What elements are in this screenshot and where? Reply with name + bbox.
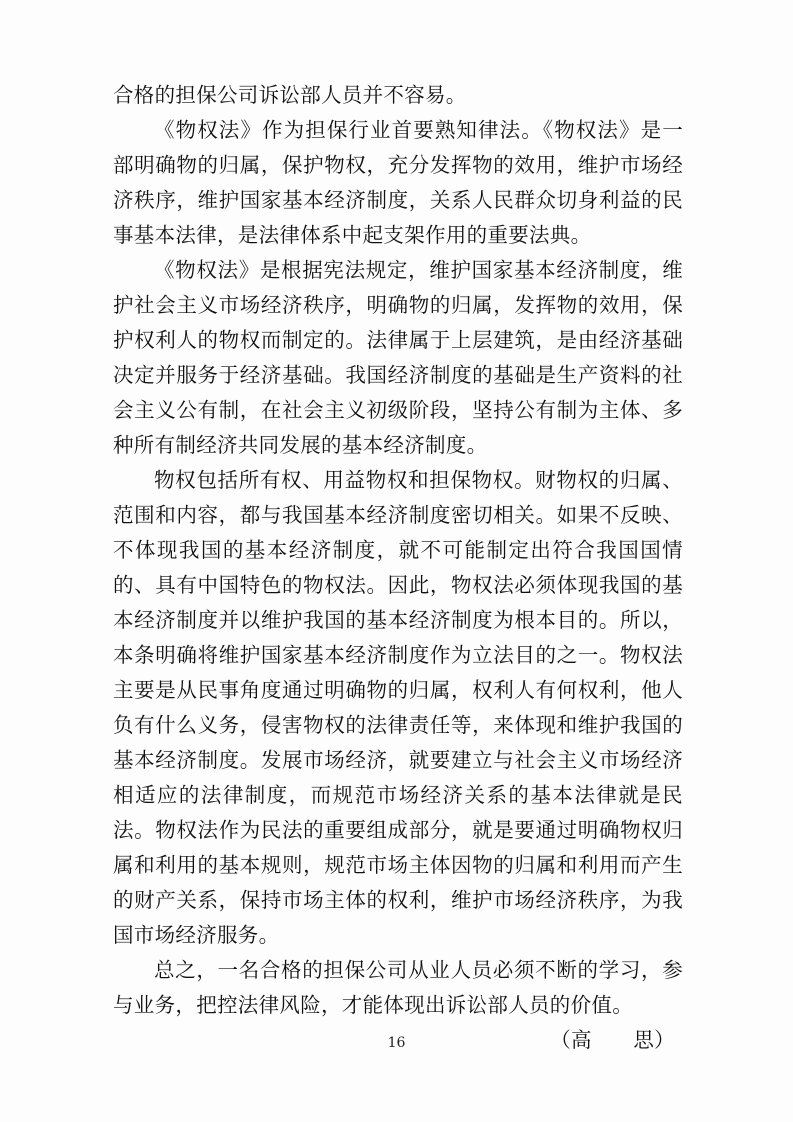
paragraph-2: 《物权法》作为担保行业首要熟知律法。《物权法》是一部明确物的归属，保护物权，充分发挥物的效用，维护市场经济秩序，维护国家基本经济制度，关系人民群众切身利益的民事基本法律，是法律体系中起支架作用的重要法典。 xyxy=(113,118,683,247)
paragraph-3: 《物权法》是根据宪法规定，维护国家基本经济制度，维护社会主义市场经济秩序，明确物的归属，发挥物的效用，保护权利人的物权而制定的。法律属于上层建筑，是由经济基础决定并服务于经济基础。我国经济制度的基础是生产资料的社会主义公有制，在社会主义初级阶段，坚持公有制为主体、多种所有制经济共同发展的基本经济制度。 xyxy=(113,258,683,457)
paragraph-5: 总之，一名合格的担保公司从业人员必须不断的学习，参与业务，把控法律风险，才能体现出诉讼部人员的价值。 xyxy=(113,958,683,1017)
page-number: 16 xyxy=(387,1035,406,1051)
paragraph-1: 合格的担保公司诉讼部人员并不容易。 xyxy=(113,83,467,107)
author-signature: （高 思） xyxy=(550,1028,675,1052)
document-body xyxy=(113,78,683,1058)
paragraph-4: 物权包括所有权、用益物权和担保物权。财物权的归属、范围和内容，都与我国基本经济制度密切相关。如果不反映、不体现我国的基本经济制度，就不可能制定出符合我国国情的、具有中国特色的物权法。因此，物权法必须体现我国的基本经济制度并以维护我国的基本经济制度为根本目的。所以，本条明确将维护国家基本经济制度作为立法目的之一。物权法主要是从民事角度通过明确物的归属，权利人有何权利，他人负有什么义务，侵害物权的法律责任等，来体现和维护我国的基本经济制度。发展市场经济，就要建立与社会主义市场经济相适应的法律制度，而规范市场经济关系的基本法律就是民法。物权法作为民法的重要组成部分，就是要通过明确物权归属和利用的基本规则，规范市场主体因物的归属和利用而产生的财产关系，保持市场主体的权利，维护市场经济秩序，为我国市场经济服务。 xyxy=(113,468,683,947)
